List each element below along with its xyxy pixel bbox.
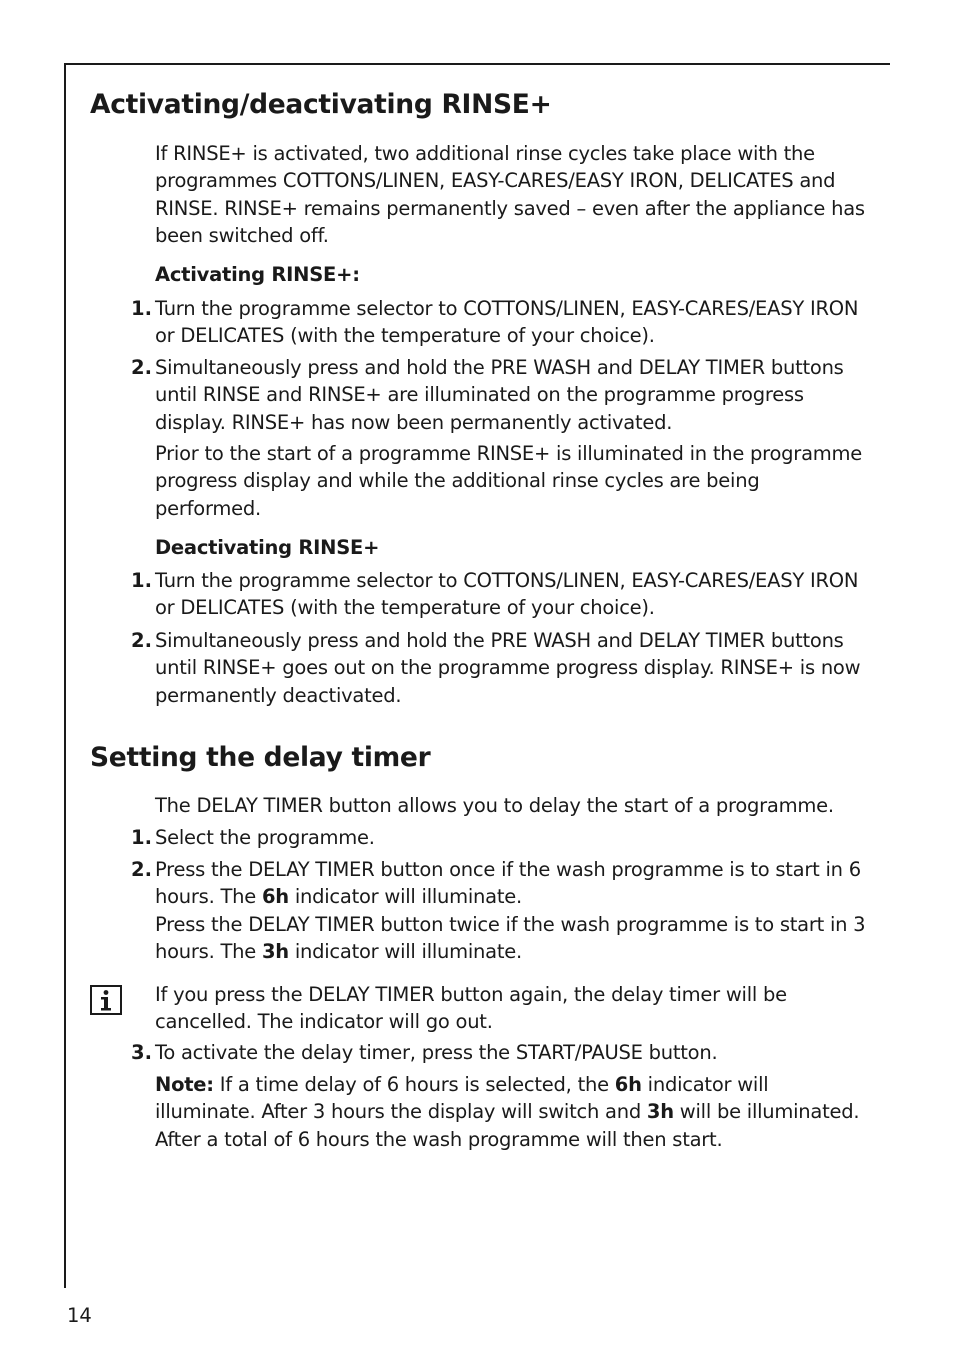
- step-number: 3.: [131, 1041, 152, 1064]
- step-number: 1.: [131, 826, 152, 849]
- note-label: Note:: [155, 1073, 214, 1096]
- delay-step-2: [155, 856, 870, 965]
- step-number: 2.: [131, 858, 152, 881]
- frame-left-rule: [64, 63, 66, 1288]
- note-text: [155, 1071, 870, 1153]
- page-number: 14: [67, 1304, 92, 1327]
- intro-paragraph: The DELAY TIMER button allows you to delay the start of a programme.: [155, 794, 834, 817]
- activating-step-2: [155, 354, 870, 436]
- section-title-delay-timer: Setting the delay timer: [90, 742, 431, 773]
- step-number: 1.: [131, 569, 152, 592]
- step-number: 1.: [131, 297, 152, 320]
- step-text: Simultaneously press and hold the PRE WASH and DELAY TIMER buttons until RINSE+ goes out on the programme progress display. RINSE+ is now permanently deactivated.: [155, 629, 861, 707]
- activating-note: [155, 440, 870, 522]
- indicator-3h: 3h: [261, 939, 289, 963]
- info-text: If you press the DELAY TIMER button again, the delay timer will be cancelled. The indicator will go out.: [155, 983, 787, 1034]
- text-run: Press the DELAY TIMER button once if the wash programme is to start in 6 hours. The: [155, 858, 861, 909]
- step-text-6h: [155, 856, 870, 911]
- activating-heading: Activating RINSE+:: [155, 263, 360, 286]
- indicator-3h: 3h: [646, 1100, 674, 1124]
- step-number: 2.: [131, 356, 152, 379]
- frame-top-rule: [64, 63, 890, 65]
- note-text: Prior to the start of a programme RINSE+ is illuminated in the programme progress display and while the additional rinse cycles are being performed.: [155, 442, 863, 520]
- info-note: [155, 981, 870, 1036]
- info-icon: [90, 985, 122, 1015]
- intro-paragraph: If RINSE+ is activated, two additional rinse cycles take place with the programmes COTTONS/LINEN, EASY-CARES/EASY IRON, DELICATES and RINSE. RINSE+ remains permanently saved – even after the appliance has been switched off.: [155, 142, 865, 247]
- step-text-3h: [155, 911, 870, 966]
- text-run: Press the DELAY TIMER button twice if the wash programme is to start in 3 hours. The: [155, 912, 866, 963]
- step-text: Turn the programme selector to COTTONS/LINEN, EASY-CARES/EASY IRON or DELICATES (with the temperature of your choice).: [155, 297, 859, 348]
- text-run: indicator will illuminate. After 3 hours the display will switch and: [155, 1073, 769, 1124]
- step-text: Select the programme.: [155, 826, 375, 849]
- delay-step-1: [155, 824, 870, 851]
- activating-step-1: [155, 295, 870, 350]
- step-text: Turn the programme selector to COTTONS/LINEN, EASY-CARES/EASY IRON or DELICATES (with the temperature of your choice).: [155, 569, 859, 620]
- rinse-plus-intro: [155, 140, 870, 249]
- indicator-6h: 6h: [261, 885, 289, 909]
- step-text: Simultaneously press and hold the PRE WASH and DELAY TIMER buttons until RINSE and RINSE+ are illuminated on the programme progress display. RINSE+ has now been permanently activated.: [155, 356, 844, 434]
- deactivating-heading: Deactivating RINSE+: [155, 536, 380, 559]
- step-number: 2.: [131, 629, 152, 652]
- section-title-rinse-plus: Activating/deactivating RINSE+: [90, 89, 552, 120]
- step-text: To activate the delay timer, press the START/PAUSE button.: [155, 1041, 718, 1064]
- indicator-6h: 6h: [614, 1073, 642, 1096]
- text-run: indicator will illuminate.: [288, 939, 522, 963]
- text-run: indicator will illuminate.: [288, 885, 522, 909]
- text-run: will be illuminated. After a total of 6 hours the wash programme will then start.: [155, 1100, 860, 1151]
- deactivating-step-1: [155, 567, 870, 622]
- text-run: If a time delay of 6 hours is selected, the: [213, 1073, 615, 1096]
- delay-timer-intro: [155, 792, 870, 819]
- deactivating-step-2: [155, 627, 870, 709]
- delay-note: [155, 1071, 870, 1153]
- delay-step-3: [155, 1039, 870, 1066]
